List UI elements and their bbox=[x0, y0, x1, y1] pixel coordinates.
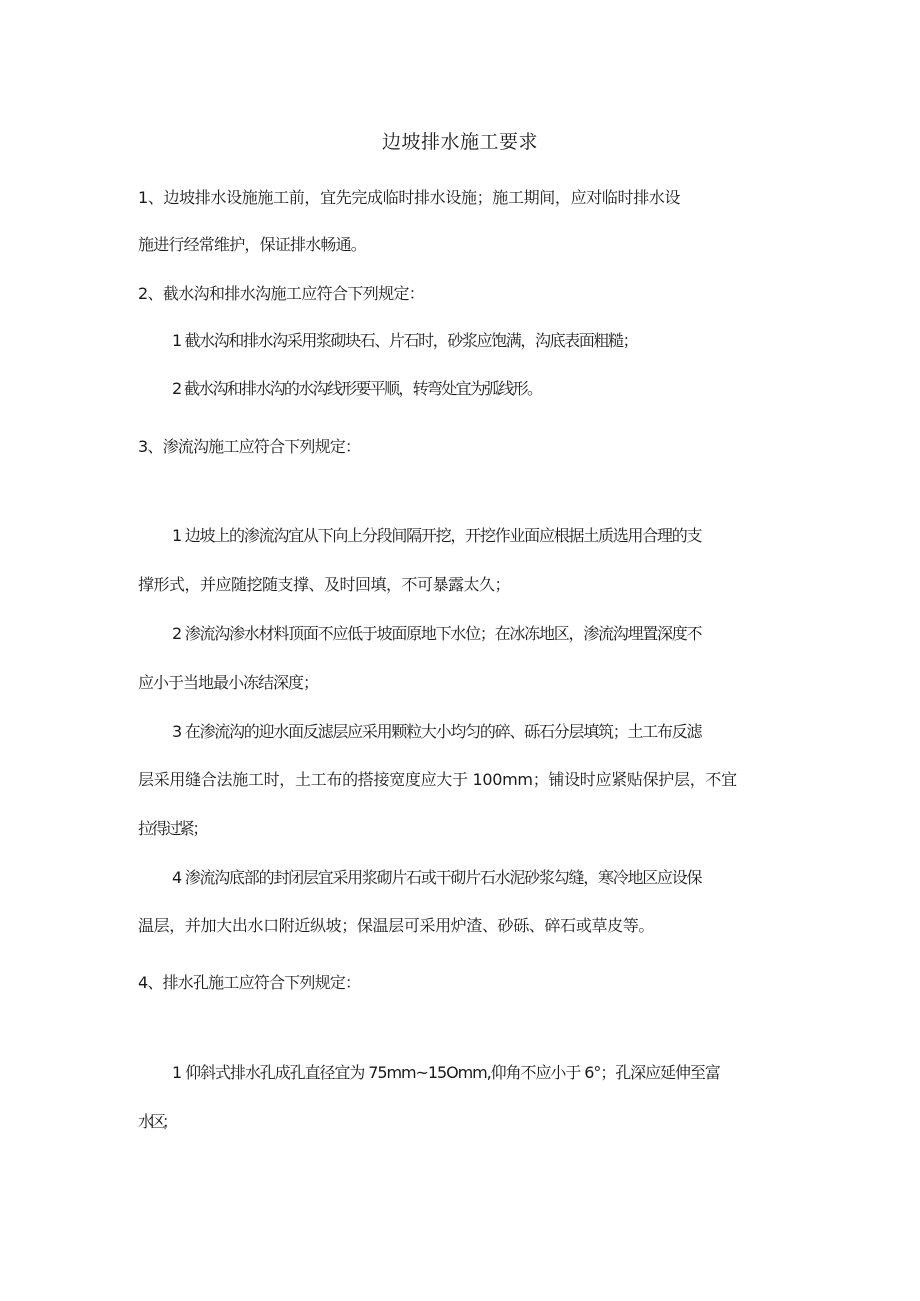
list-item-continuation: 应小于当地最小冻结深度； bbox=[138, 673, 319, 692]
section-heading: 4、排水孔施工应符合下列规定： bbox=[138, 973, 361, 992]
document-title: 边坡排水施工要求 bbox=[381, 131, 538, 153]
list-item: 3 在渗流沟的迎水面反滤层应采用颗粒大小均匀的碎、砾石分层填筑；土工布反滤 bbox=[172, 722, 702, 741]
list-item: 2 截水沟和排水沟的水沟线形要平顺，转弯处宜为弧线形。 bbox=[172, 379, 542, 398]
list-item-continuation: 拉得过紧； bbox=[138, 819, 207, 838]
list-item: 4 渗流沟底部的封闭层宜采用浆砌片石或干砌片石水泥砂浆勾缝，寒冷地区应设保 bbox=[172, 868, 702, 887]
list-item-continuation: 撑形式，并应随挖随支撑、及时回填，不可暴露太久； bbox=[138, 575, 511, 594]
paragraph-line: 1、边坡排水设施施工前，宜先完成临时排水设施；施工期间，应对临时排水设 bbox=[138, 188, 681, 207]
list-item-continuation: 层采用缝合法施工时，土工布的搭接宽度应大于 100mm；铺设时应紧贴保护层，不宜 bbox=[138, 770, 737, 789]
list-item: 1 截水沟和排水沟采用浆砌块石、片石时，砂浆应饱满，沟底表面粗糙； bbox=[172, 331, 638, 350]
list-item: 1 仰斜式排水孔成孔直径宜为 75mm~15Omm,仰角不应小于 6°；孔深应延伸至富 bbox=[172, 1063, 720, 1082]
list-item: 2 渗流沟渗水材料顶面不应低于坡面原地下水位；在冰冻地区，渗流沟埋置深度不 bbox=[172, 624, 702, 643]
section-heading: 2、截水沟和排水沟施工应符合下列规定： bbox=[138, 284, 425, 303]
section-heading: 3、渗流沟施工应符合下列规定： bbox=[138, 437, 361, 456]
list-item: 1 边坡上的渗流沟宜从下向上分段间隔开挖，开挖作业面应根据土质选用合理的支 bbox=[172, 526, 702, 545]
list-item-continuation: 水区； bbox=[138, 1112, 175, 1131]
list-item-continuation: 温层，并加大出水口附近纵坡；保温层可采用炉渣、砂砾、碎石或草皮等。 bbox=[138, 916, 655, 935]
paragraph-line: 施进行经常维护，保证排水畅通。 bbox=[138, 235, 367, 254]
